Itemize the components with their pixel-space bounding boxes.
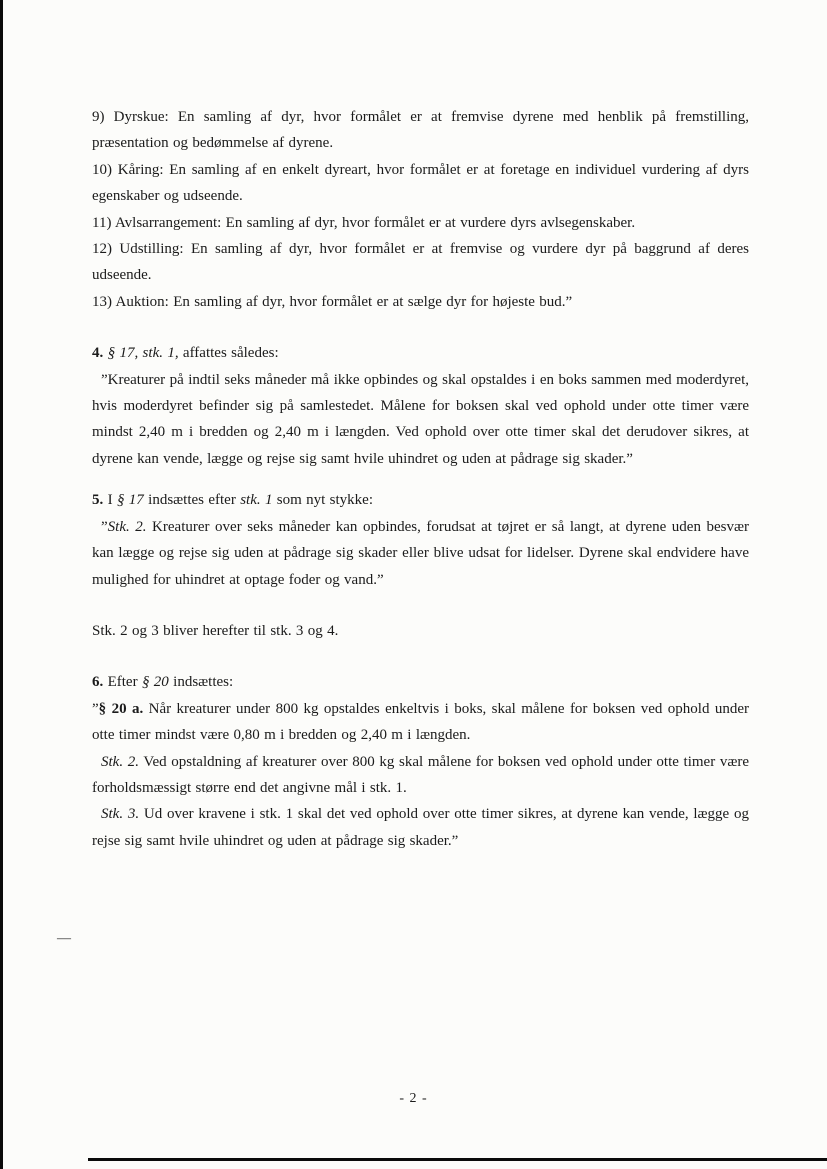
- section-6-par-20a: ”§ 20 a. Når kreaturer under 800 kg opstaldes enkeltvis i boks, skal målene for boksen ved ophold under otte timer mindst være 0,80 m i bredden og 2,40 m i længden.: [92, 700, 749, 744]
- list-item-9: 9) Dyrskue: En samling af dyr, hvor formålet er at fremvise dyrene med henblik på fremstilling, præsentation og bedømmelse af dyrene.: [92, 109, 749, 152]
- section-6-stk-2: Stk. 2. Ved opstaldning af kreaturer over 800 kg skal målene for boksen ved ophold under otte timer være forholdsmæssigt større end det angivne mål i stk. 1.: [92, 753, 749, 796]
- scan-artifact-left-edge: [0, 0, 3, 1169]
- section-4-quote: ”Kreaturer på indtil seks måneder må ikke opbindes og skal opstaldes i en boks sammen med moderdyret, hvis moderdyret befinder sig på samlestedet. Målene for boksen skal ved ophold under otte timer være mindst 2,40 m i bredden og 2,40 m i længden. Ved ophold over otte timer skal det derudover sikres, at dyrene kan vende, lægge og rejse sig samt hvile uhindret og uden at pådrage sig skader.”: [92, 371, 749, 467]
- list-item-13: 13) Auktion: En samling af dyr, hvor formålet er at sælge dyr for højeste bud.”: [92, 293, 573, 310]
- section-4-heading: 4. § 17, stk. 1, affattes således:: [92, 345, 279, 362]
- renumbering-note: Stk. 2 og 3 bliver herefter til stk. 3 og 4.: [92, 622, 339, 639]
- document-body: [92, 104, 749, 854]
- list-item-11: 11) Avlsarrangement: En samling af dyr, hvor formålet er at vurdere dyrs avlsegenskaber.: [92, 214, 636, 231]
- page-number: - 2 -: [399, 1091, 428, 1106]
- list-item-12: 12) Udstilling: En samling af dyr, hvor formålet er at fremvise og vurdere dyr på baggrund af deres udseende.: [92, 241, 749, 284]
- scan-artifact-bottom-edge: [88, 1158, 827, 1161]
- section-5-heading: 5. I § 17 indsættes efter stk. 1 som nyt stykke:: [92, 492, 374, 509]
- margin-dash-mark: —: [57, 931, 71, 946]
- section-6-heading: 6. Efter § 20 indsættes:: [92, 674, 234, 691]
- section-6-stk-3: Stk. 3. Ud over kravene i stk. 1 skal det ved ophold over otte timer sikres, at dyrene kan vende, lægge og rejse sig samt hvile uhindret og uden at pådrage sig skader.”: [92, 806, 749, 849]
- list-item-10: 10) Kåring: En samling af en enkelt dyreart, hvor formålet er at foretage en individuel vurdering af dyrs egenskaber og udseende.: [92, 161, 749, 205]
- section-5-quote: ”Stk. 2. Kreaturer over seks måneder kan opbindes, forudsat at tøjret er så langt, at dyrene uden besvær kan lægge og rejse sig uden at pådrage sig skader eller blive udsat for lidelser. Dyrene skal endvidere have mulighed for uhindret at optage foder og vand.”: [92, 518, 749, 588]
